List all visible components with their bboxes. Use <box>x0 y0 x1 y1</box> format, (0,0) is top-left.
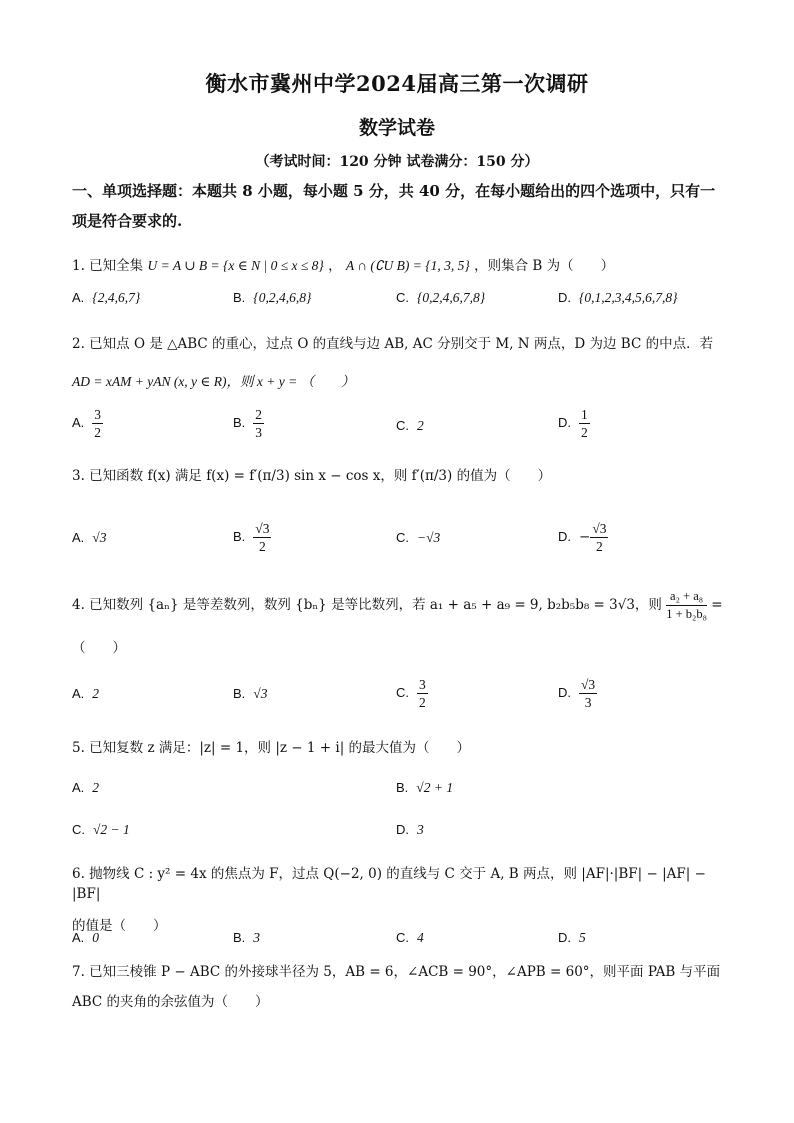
q6-stem-line1: 6. 抛物线 C : y² = 4x 的焦点为 F，过点 Q(−2, 0) 的直线与 C 交于 A, B 两点，则 |AF|·|BF| − |AF| − |BF| <box>72 866 706 902</box>
question-5-options-row1 <box>72 780 727 810</box>
q3-option-d-fraction <box>590 520 608 555</box>
q4-option-d[interactable] <box>558 676 597 711</box>
q1-option-c-label: C. <box>396 290 409 305</box>
q4-option-d-fraction <box>579 676 597 711</box>
q7-stem-line1: 7. 已知三棱锥 P − ABC 的外接球半径为 5，AB = 6，∠ACB = 90°，∠APB = 60°，则平面 PAB 与平面 <box>72 964 721 980</box>
q4-option-c-label: C. <box>396 685 409 700</box>
question-3-options <box>72 520 727 560</box>
q5-option-a[interactable] <box>72 780 99 796</box>
q2-option-b-fraction <box>253 406 264 441</box>
q1-option-b[interactable] <box>233 290 311 306</box>
q3-option-c-value: −√3 <box>417 530 441 545</box>
q7-stem-line2: ABC 的夹角的余弦值为（ ） <box>72 994 269 1010</box>
q6-option-d-value: 5 <box>579 930 586 945</box>
exam-info: （考试时间：120 分钟 试卷满分：150 分） <box>255 154 539 170</box>
q2-option-a[interactable] <box>72 406 103 441</box>
q5-option-b[interactable] <box>396 780 453 796</box>
q5-option-a-value: 2 <box>92 780 100 795</box>
q1-option-d-label: D. <box>558 290 571 305</box>
q5-option-a-label: A. <box>72 780 85 795</box>
q6-option-b-label: B. <box>233 930 246 945</box>
q6-option-c-label: C. <box>396 930 409 945</box>
q5-option-b-label: B. <box>396 780 409 795</box>
q4-option-a[interactable] <box>72 686 99 702</box>
question-6-stem <box>72 864 727 936</box>
q2-option-c-value: 2 <box>417 418 424 433</box>
q1-option-c-value: {0,2,4,6,7,8} <box>417 290 486 305</box>
q2-option-c[interactable] <box>396 418 424 434</box>
q6-option-d[interactable] <box>558 930 586 946</box>
q4-option-b-value: √3 <box>253 686 268 701</box>
q3-option-a[interactable] <box>72 530 106 546</box>
q3-option-a-label: A. <box>72 530 85 545</box>
q4-option-c[interactable] <box>396 676 428 711</box>
exam-subtitle: 数学试卷 <box>358 117 435 139</box>
q6-option-c[interactable] <box>396 930 424 946</box>
q4-stem-frac-num: a₂ + a₈ <box>666 588 707 606</box>
q2-option-d-fraction <box>579 406 590 441</box>
q4-option-c-den: 2 <box>419 695 426 710</box>
q5-option-c-label: C. <box>72 822 85 837</box>
q6-option-a-value: 0 <box>92 930 100 945</box>
q6-option-b-value: 3 <box>253 930 261 945</box>
q6-option-a[interactable] <box>72 930 99 946</box>
q2-option-b-den: 3 <box>255 425 263 440</box>
q2-option-c-label: C. <box>396 418 409 433</box>
q2-option-b[interactable] <box>233 406 264 441</box>
q4-stem-fraction <box>666 588 707 623</box>
q1-option-b-label: B. <box>233 290 246 305</box>
q1-stem-a: 1. 已知全集 <box>72 258 144 274</box>
q4-option-c-num: 3 <box>419 677 426 692</box>
question-2-stem <box>72 334 727 392</box>
question-6-options <box>72 930 727 960</box>
question-4-stem <box>72 588 727 623</box>
q3-option-d[interactable] <box>558 520 608 555</box>
q3-option-b[interactable] <box>233 520 271 555</box>
q6-option-b[interactable] <box>233 930 260 946</box>
q5-option-d[interactable] <box>396 822 424 838</box>
q3-option-d-label: D. <box>558 529 571 544</box>
q2-option-d-den: 2 <box>581 425 588 440</box>
q3-option-d-num: √3 <box>592 521 607 536</box>
q1-stem-c: ，则集合 B 为（ ） <box>474 258 615 274</box>
q3-option-a-value: √3 <box>92 530 107 545</box>
q4-option-d-num: √3 <box>581 677 596 692</box>
section-heading: 一、单项选择题：本题共 8 小题，每小题 5 分，共 40 分，在每小题给出的四个选项中，只有一项是符合要求的. <box>72 182 716 230</box>
q3-option-d-den: 2 <box>596 539 603 554</box>
q3-option-c[interactable] <box>396 530 440 546</box>
q5-option-d-label: D. <box>396 822 409 837</box>
q3-option-b-label: B. <box>233 529 246 544</box>
q4-stem-text: 4. 已知数列 {aₙ} 是等差数列，数列 {bₙ} 是等比数列，若 a₁ + a₅ + a₉ = 9, b₂b₅b₈ = 3√3，则 <box>72 597 662 613</box>
q3-option-b-fraction <box>253 520 271 555</box>
q3-option-b-num: √3 <box>255 521 270 536</box>
q2-option-a-den: 2 <box>94 425 102 440</box>
q2-option-b-label: B. <box>233 415 246 430</box>
q4-option-d-den: 3 <box>584 695 592 710</box>
q2-option-b-num: 2 <box>255 407 263 422</box>
q4-option-b[interactable] <box>233 686 267 702</box>
q2-option-a-fraction <box>92 406 103 441</box>
q1-stem-math2: A ∩ (∁U B) = {1, 3, 5} <box>345 258 470 273</box>
q1-option-d-value: {0,1,2,3,4,5,6,7,8} <box>579 290 678 305</box>
question-7-stem <box>72 962 727 1012</box>
q2-option-d-num: 1 <box>581 407 588 422</box>
q3-option-c-label: C. <box>396 530 409 545</box>
q4-option-d-label: D. <box>558 685 571 700</box>
question-3-stem: 3. 已知函数 f(x) 满足 f(x) = f′(π/3) sin x − cos x，则 f′(π/3) 的值为（ ） <box>72 468 552 484</box>
q4-option-b-label: B. <box>233 686 246 701</box>
q6-option-c-value: 4 <box>417 930 424 945</box>
q5-option-d-value: 3 <box>417 822 424 837</box>
q2-stem-line1: 2. 已知点 O 是 △ABC 的重心，过点 O 的直线与边 AB, AC 分别交于 M, N 两点，D 为边 BC 的中点．若 <box>72 336 714 352</box>
q4-stem-line2: （ ） <box>72 640 126 656</box>
question-4-options <box>72 676 727 716</box>
q1-option-a-label: A. <box>72 290 85 305</box>
q2-option-d-label: D. <box>558 415 571 430</box>
q4-stem-equals: = <box>711 597 723 613</box>
q1-option-c[interactable] <box>396 290 485 306</box>
q1-option-a[interactable] <box>72 290 140 306</box>
question-5-stem: 5. 已知复数 z 满足：|z| = 1，则 |z − 1 + i| 的最大值为（ ） <box>72 740 471 756</box>
q6-option-d-label: D. <box>558 930 571 945</box>
exam-title: 衡水市冀州中学2024届高三第一次调研 <box>205 71 589 96</box>
q4-stem-frac-den: 1 + b₂b₈ <box>666 607 707 621</box>
q5-option-c-value: √2 − 1 <box>93 822 130 837</box>
q4-option-a-value: 2 <box>92 686 100 701</box>
q1-option-a-value: {2,4,6,7} <box>92 290 141 305</box>
q5-option-c[interactable] <box>72 822 130 838</box>
q3-option-b-den: 2 <box>259 539 266 554</box>
q5-option-b-value: √2 + 1 <box>416 780 454 795</box>
q2-option-d[interactable] <box>558 406 590 441</box>
question-5-options-row2 <box>72 822 727 852</box>
q3-option-d-prefix: − <box>579 529 591 545</box>
q1-option-b-value: {0,2,4,6,8} <box>253 290 312 305</box>
q2-stem-line2: AD = xAM + yAN (x, y ∈ R)，则 x + y = （ ） <box>72 374 355 389</box>
q2-option-a-num: 3 <box>94 407 102 422</box>
q1-stem-b: ， <box>328 258 342 274</box>
q2-option-a-label: A. <box>72 415 85 430</box>
q1-stem-math1: U = A ∪ B = {x ∈ N | 0 ≤ x ≤ 8} <box>147 258 324 273</box>
q1-option-d[interactable] <box>558 290 678 306</box>
q4-option-c-fraction <box>417 676 428 711</box>
question-1-stem <box>72 256 727 276</box>
q4-option-a-label: A. <box>72 686 85 701</box>
q6-option-a-label: A. <box>72 930 85 945</box>
q6-stem-line2: 的值是（ ） <box>72 918 167 934</box>
question-1-options <box>72 290 727 320</box>
question-2-options <box>72 406 727 446</box>
